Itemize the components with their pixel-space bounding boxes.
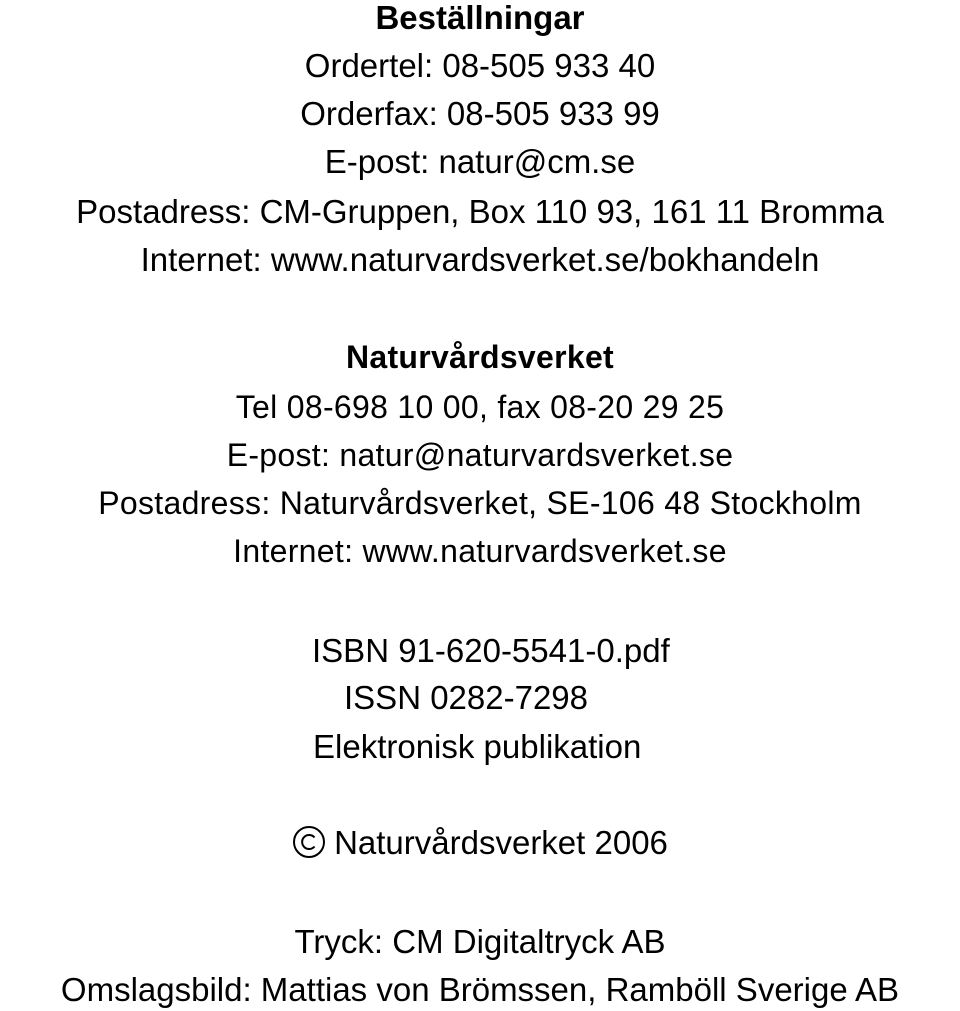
- credits-print: Tryck: CM Digitaltryck AB: [294, 923, 666, 960]
- publication-type: Elektronisk publikation: [313, 728, 642, 765]
- agency-internet: Internet: www.naturvardsverket.se: [233, 533, 727, 569]
- orders-address: Postadress: CM-Gruppen, Box 110 93, 161 11 Bromma: [76, 193, 884, 230]
- agency-address: Postadress: Naturvårdsverket, SE-106 48 Stockholm: [98, 485, 862, 521]
- agency-email: E-post: natur@naturvardsverket.se: [226, 437, 734, 473]
- orders-heading: Beställningar: [375, 0, 585, 36]
- orders-fax: Orderfax: 08-505 933 99: [300, 95, 660, 132]
- publication-isbn: ISBN 91-620-5541-0.pdf: [312, 632, 670, 669]
- orders-email: E-post: natur@cm.se: [324, 143, 636, 180]
- copyright-text: Naturvårdsverket 2006: [334, 824, 668, 861]
- agency-phone-fax: Tel 08-698 10 00, fax 08-20 29 25: [235, 389, 725, 425]
- publication-issn: ISSN 0282-7298: [344, 679, 589, 716]
- copyright-icon: [292, 825, 326, 859]
- copyright-line: [0, 826, 960, 862]
- orders-internet: Internet: www.naturvardsverket.se/bokhandeln: [140, 241, 820, 278]
- credits-cover-photo: Omslagsbild: Mattias von Brömssen, Ramböll Sverige AB: [60, 971, 900, 1008]
- orders-phone: Ordertel: 08-505 933 40: [304, 47, 656, 84]
- agency-heading: Naturvårdsverket: [345, 339, 615, 375]
